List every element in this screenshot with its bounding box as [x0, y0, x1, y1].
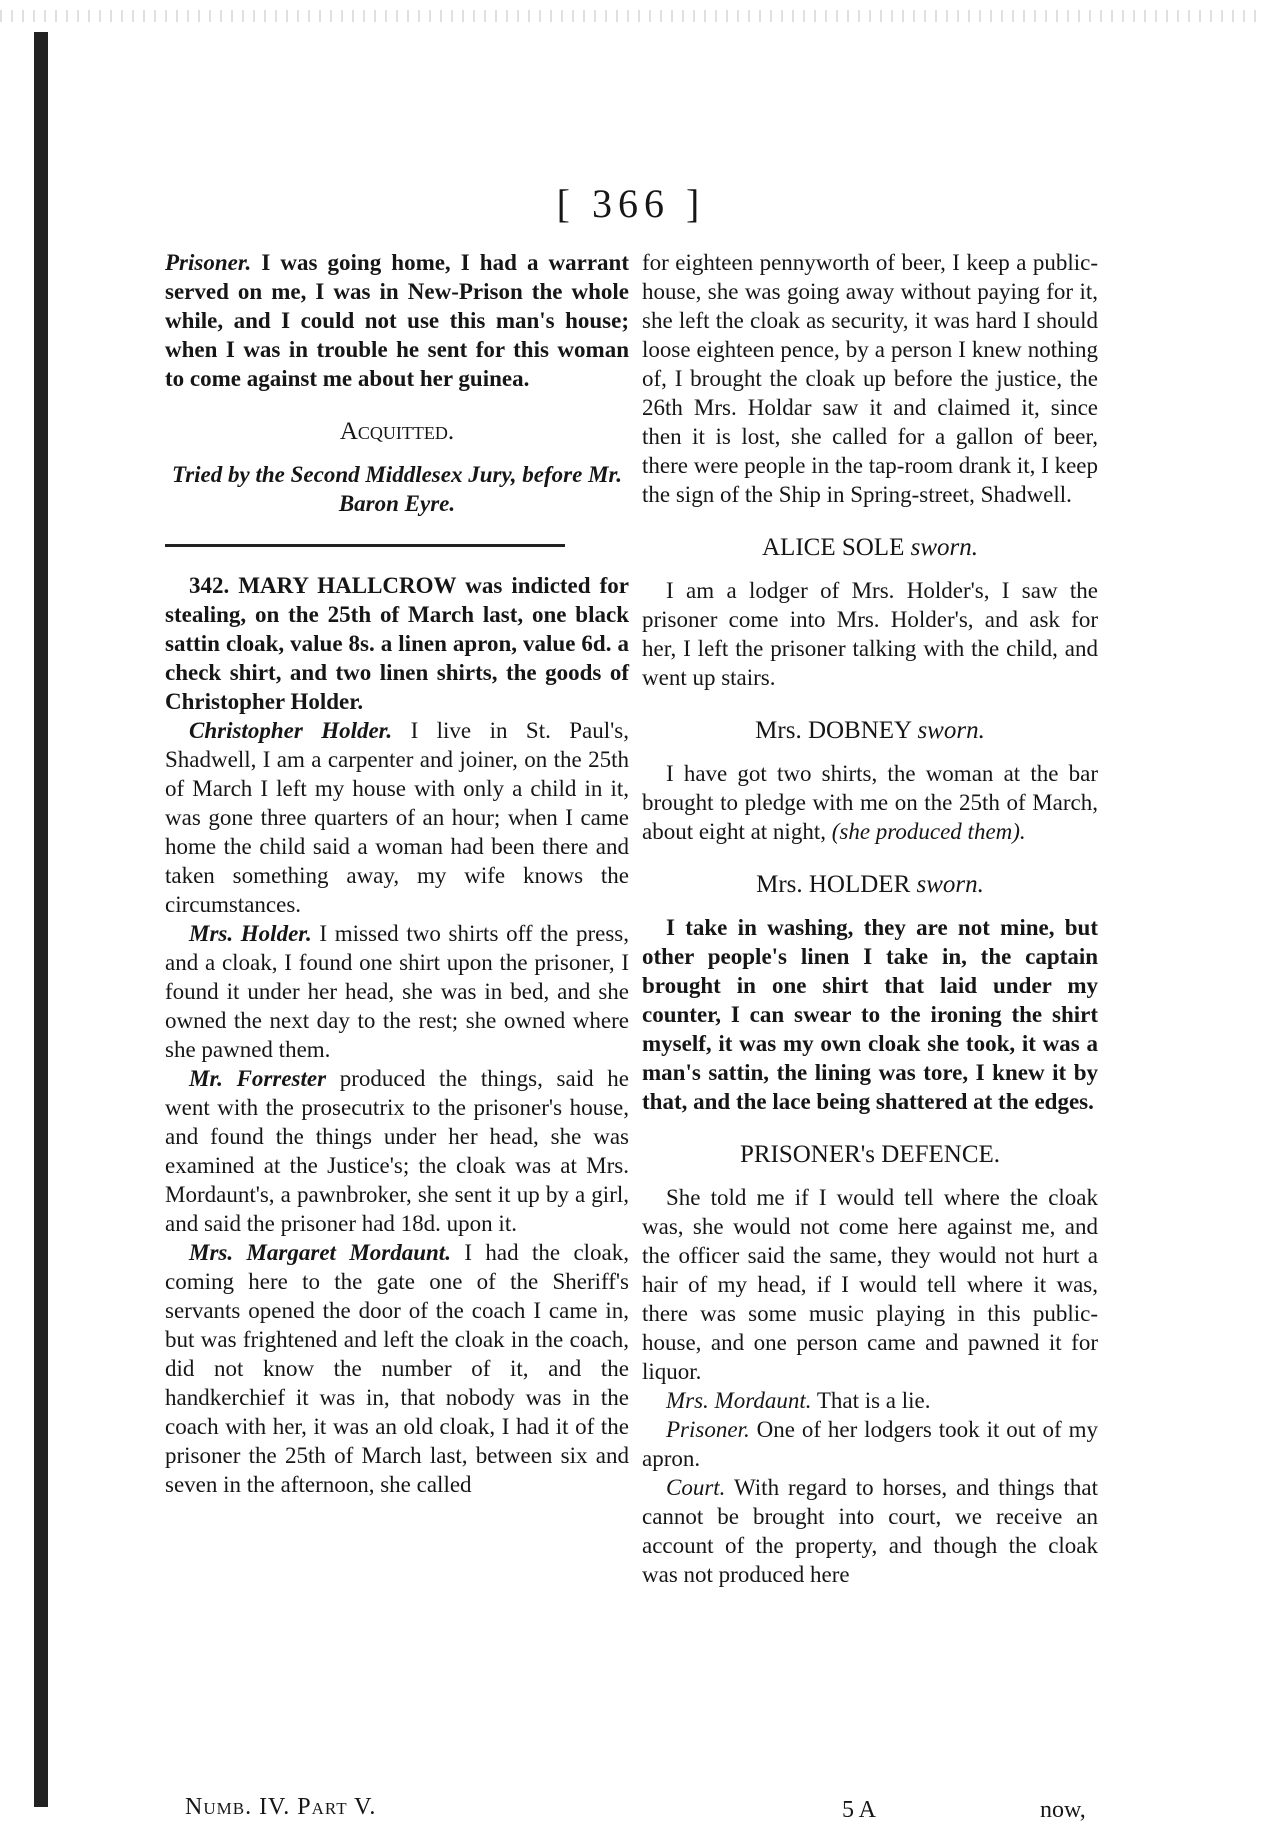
page-number: [ 366 ]: [556, 181, 706, 226]
right-column: [642, 248, 1098, 1589]
testimony-mrs-holder: [165, 919, 629, 1064]
prisoner-text: I was going home, I had a warrant served on me, I was in New-Prison the whole while, and I could not use this man's house; when I was in trouble he sent for this woman to come against me about her guinea.: [165, 250, 629, 391]
mm-text: I had the cloak, coming here to the gate one of the Sheriff's servants opened the door of the coach I came in, but was frightened and left the cloak in the coach, did not know the number of it, and the handkerchief it was in, that nobody was in the coach with her, it was an old cloak, I had it of the prisoner the 25th of March last, between six and seven in the afternoon, she called: [165, 1240, 630, 1497]
testimony-alice-sole: I am a lodger of Mrs. Holder's, I saw the prisoner come into Mrs. Holder's, and ask for her, I left the prisoner talking with the child, and went up stairs.: [642, 578, 1098, 690]
defence-heading: PRISONER's DEFENCE.: [739, 1141, 1001, 1168]
case-name: MARY HALLCROW: [238, 573, 457, 598]
exchange-court: [642, 1473, 1098, 1589]
witness-name-mrs-holder: Mrs. HOLDER: [756, 871, 911, 898]
mh-text: I missed two shirts off the press, and a cloak, I found one shirt upon the prisoner, I found it under her head, she was in bed, and she owned the next day to the rest; she owned where she pawned them.: [165, 921, 629, 1062]
md-note: (she produced them).: [831, 819, 1026, 844]
sworn-label: sworn.: [916, 871, 984, 898]
court-text: With regard to horses, and things that cannot be brought into court, we receive an account of the property, and though the cloak was not produced here: [642, 1475, 1098, 1587]
testimony-mrs-dobney: [642, 759, 1098, 846]
footer-catchword: now,: [1040, 1797, 1086, 1823]
ch-text: I live in St. Paul's, Shadwell, I am a carpenter and joiner, on the 25th of March I left my house with only a child in it, was gone three quarters of an hour; when I came home the child said a woman had been there and taken something away, my wife knows the circumstances.: [165, 718, 629, 917]
case-number: 342.: [189, 573, 230, 598]
defence-text: She told me if I would tell where the cloak was, she would not come here against me, and the officer said the same, they would not hurt a hair of my head, if I would tell where it was, there was some music playing in this public-house, and one person came and pawned it for liquor.: [642, 1185, 1098, 1384]
witness-heading-alice-sole: [642, 533, 1098, 562]
pris-text: One of her lodgers took it out of my apron.: [642, 1417, 1098, 1471]
exchange-mrs-mordaunt: [642, 1386, 1098, 1415]
testimony-mrs-holder-sworn: I take in washing, they are not mine, but other people's linen I take in, the captain brought in one shirt that laid under my counter, I can swear to the ironing the shirt myself, it was my own cloak she took, it was a man's sattin, the lining was tore, I knew it by that, and the lace being shattered at the edges.: [642, 915, 1098, 1114]
sworn-label: sworn.: [910, 534, 978, 561]
witness-heading-mrs-dobney: [642, 716, 1098, 745]
section-rule: [165, 544, 565, 547]
sworn-label: sworn.: [917, 717, 985, 744]
testimony-mr-forrester: [165, 1064, 629, 1238]
mf-text: produced the things, said he went with the prosecutrix to the prisoner's house, and found the things under her head, she was examined at the Justice's; the cloak was at Mrs. Mordaunt's, a pawnbroker, she sent it up by a girl, and said the prisoner had 18d. upon it.: [165, 1066, 630, 1236]
speaker-court: Court.: [666, 1475, 726, 1500]
left-column: [165, 248, 629, 1499]
testimony-mrs-mordaunt: [165, 1238, 629, 1499]
exchange-prisoner: [642, 1415, 1098, 1473]
md-text: I have got two shirts, the woman at the bar brought to pledge with me on the 25th of March, about eight at night,: [642, 761, 1098, 844]
mrs-m-text: That is a lie.: [816, 1388, 931, 1413]
speaker-christopher-holder: Christopher Holder.: [189, 718, 393, 743]
verdict: Acquitted.: [339, 418, 455, 445]
speaker-prisoner-short: Prisoner.: [666, 1417, 750, 1442]
binding-shadow: [34, 32, 48, 1807]
page-edge-speckle: [0, 10, 1262, 22]
witness-heading-mrs-holder: [642, 870, 1098, 899]
witness-name-mrs-dobney: Mrs. DOBNEY: [755, 717, 912, 744]
speaker-mr-forrester: Mr. Forrester: [189, 1066, 327, 1091]
indictment: [165, 571, 629, 716]
footer-signature: 5 A: [842, 1797, 877, 1823]
speaker-mrs-holder: Mrs. Holder.: [189, 921, 312, 946]
tried-by: Tried by the Second Middlesex Jury, before Mr. Baron Eyre.: [172, 462, 622, 516]
footer-part: Numb. IV. Part V.: [185, 1794, 377, 1820]
speaker-mrs-mordaunt-short: Mrs. Mordaunt.: [666, 1388, 812, 1413]
case-text: was indicted for stealing, on the 25th of March last, one black sattin cloak, value 8s. a linen apron, value 6d. a check shirt, and two linen shirts, the goods of Christopher Holder.: [165, 573, 629, 714]
witness-name-alice-sole: ALICE SOLE: [762, 534, 905, 561]
speaker-prisoner: Prisoner.: [165, 250, 252, 275]
prisoner-statement: [165, 248, 629, 393]
testimony-christopher-holder: [165, 716, 629, 919]
mordaunt-continuation: for eighteen pennyworth of beer, I keep a public-house, she was going away without paying for it, she left the cloak as security, it was hard I should loose eighteen pence, by a person I knew nothing of, I brought the cloak up before the justice, the 26th Mrs. Holdar saw it and claimed it, since then it is lost, she called for a gallon of beer, there were people in the tap-room drank it, I keep the sign of the Ship in Spring-street, Shadwell.: [642, 250, 1098, 507]
speaker-mrs-mordaunt: Mrs. Margaret Mordaunt.: [189, 1240, 451, 1265]
